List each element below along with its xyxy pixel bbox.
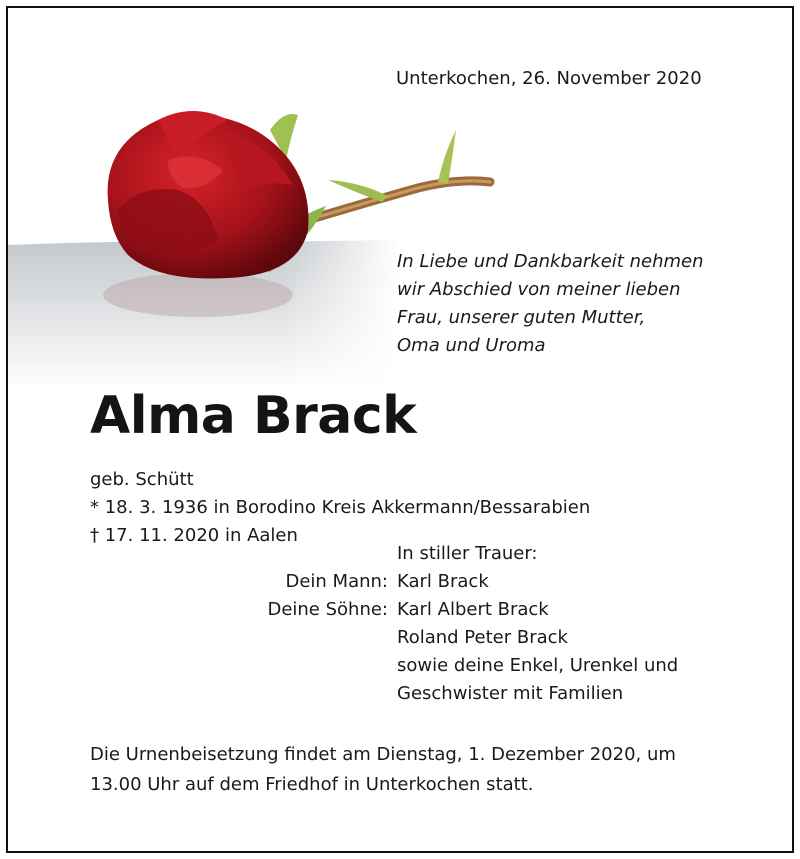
extended-family: Geschwister mit Familien xyxy=(397,683,624,704)
birth-info: * 18. 3. 1936 in Borodino Kreis Akkermann/Bessarabien xyxy=(90,497,591,518)
label-spacer xyxy=(267,540,388,568)
intro-line: In Liebe und Dankbarkeit nehmen xyxy=(397,251,704,272)
son-name: Karl Albert Brack xyxy=(397,599,549,620)
sons-label: Deine Söhne: xyxy=(267,599,388,620)
intro-line: wir Abschied von meiner lieben xyxy=(397,279,681,300)
deceased-details xyxy=(90,466,590,550)
maiden-name: geb. Schütt xyxy=(90,469,194,490)
place-and-date: Unterkochen, 26. November 2020 xyxy=(396,68,702,89)
death-info: † 17. 11. 2020 in Aalen xyxy=(90,525,298,546)
extended-family: sowie deine Enkel, Urenkel und xyxy=(397,655,679,676)
husband-label: Dein Mann: xyxy=(285,571,388,592)
intro-text xyxy=(397,248,704,360)
deceased-name: Alma Brack xyxy=(90,386,417,446)
mourner-labels xyxy=(267,540,388,624)
intro-line: Oma und Uroma xyxy=(397,335,546,356)
mourner-names xyxy=(397,540,678,708)
husband-name: Karl Brack xyxy=(397,571,489,592)
notice-line: Die Urnenbeisetzung findet am Dienstag, 1. Dezember 2020, um xyxy=(90,744,676,765)
notice-line: 13.00 Uhr auf dem Friedhof in Unterkochen statt. xyxy=(90,774,534,795)
mourning-heading: In stiller Trauer: xyxy=(397,543,538,564)
intro-line: Frau, unserer guten Mutter, xyxy=(397,307,646,328)
burial-notice xyxy=(90,740,676,800)
son-name: Roland Peter Brack xyxy=(397,627,568,648)
